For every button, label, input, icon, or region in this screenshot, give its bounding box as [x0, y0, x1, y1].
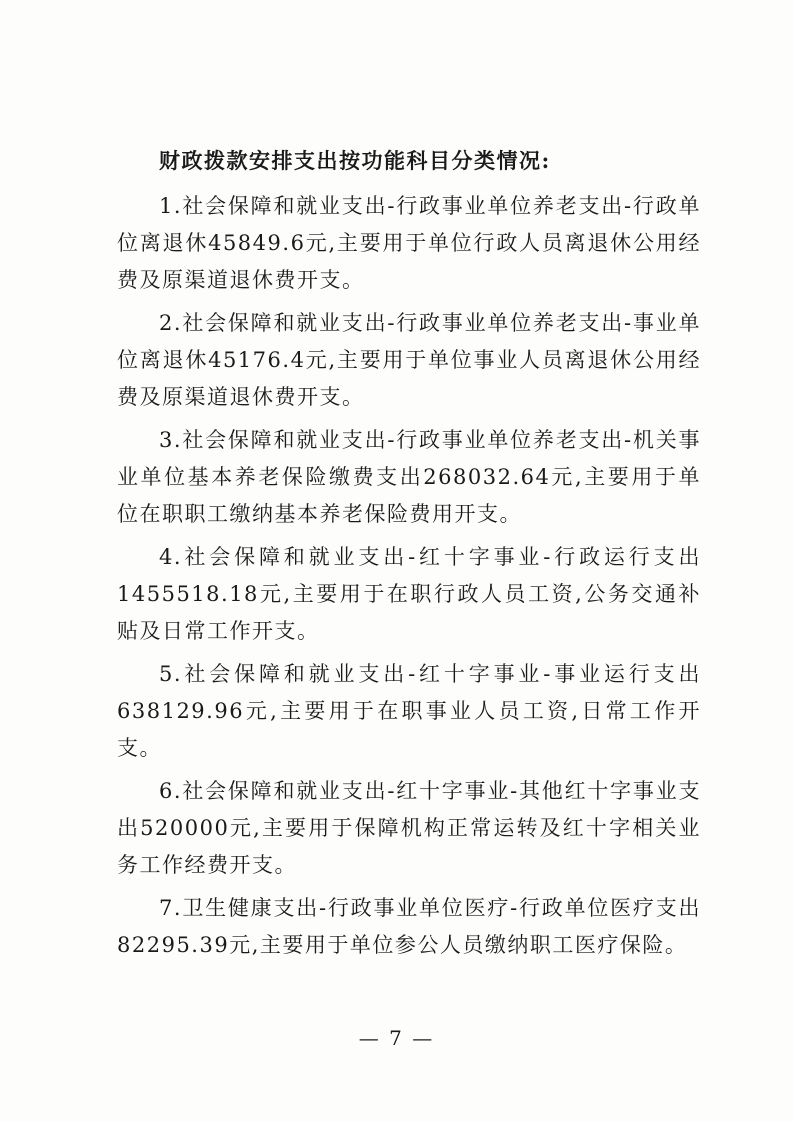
paragraph-item-5: 5.社会保障和就业支出-红十字事业-事业运行支出638129.96元,主要用于在职事业人员工资,日常工作开支。	[117, 662, 701, 760]
document-body	[117, 140, 701, 968]
paragraph-item-3: 3.社会保障和就业支出-行政事业单位养老支出-机关事业单位基本养老保险缴费支出268032.64元,主要用于单位在职职工缴纳基本养老保险费用开支。	[117, 428, 701, 526]
paragraph-item-4: 4.社会保障和就业支出-红十字事业-行政运行支出1455518.18元,主要用于在职行政人员工资,公务交通补贴及日常工作开支。	[117, 545, 701, 643]
paragraph-item-7: 7.卫生健康支出-行政事业单位医疗-行政单位医疗支出82295.39元,主要用于单位参公人员缴纳职工医疗保险。	[117, 896, 701, 957]
paragraph-item-2: 2.社会保障和就业支出-行政事业单位养老支出-事业单位离退休45176.4元,主要用于单位事业人员离退休公用经费及原渠道退休费开支。	[117, 311, 701, 409]
paragraph-item-6: 6.社会保障和就业支出-红十字事业-其他红十字事业支出520000元,主要用于保障机构正常运转及红十字相关业务工作经费开支。	[117, 779, 701, 877]
paragraph-item-1: 1.社会保障和就业支出-行政事业单位养老支出-行政单位离退休45849.6元,主要用于单位行政人员离退休公用经费及原渠道退休费开支。	[117, 194, 701, 292]
page-number: — 7 —	[358, 1026, 435, 1050]
section-heading: 财政拨款安排支出按功能科目分类情况:	[159, 148, 551, 173]
